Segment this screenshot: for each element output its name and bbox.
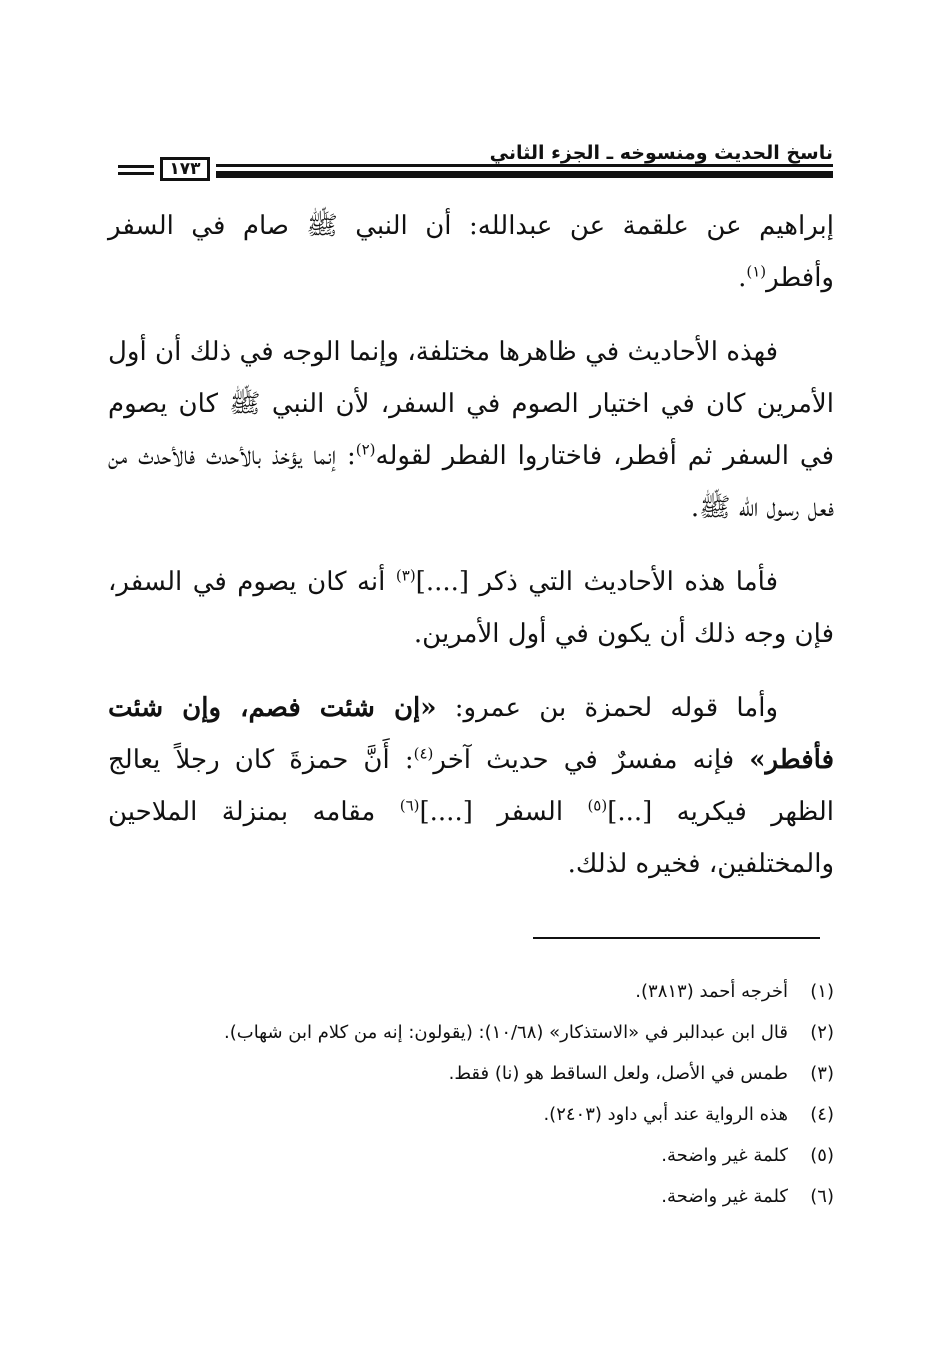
header-rule-left-bottom xyxy=(118,172,154,175)
paragraph-3-text-a: فأما هذه الأحاديث التي ذكر [....] xyxy=(415,567,778,597)
footnote xyxy=(108,1016,834,1050)
paragraph-2-text-a: فهذه الأحاديث في ظاهرها مختلفة، وإنما الوجه في ذلك أن أول الأمرين كان في اختيار الصوم في السفر، لأن النبي ﷺ كان يصوم في السفر ثم أفطر، فاختاروا الفطر لقوله xyxy=(108,337,834,471)
footnote-text: أخرجه أحمد (٣٨١٣). xyxy=(635,981,788,1002)
footnote-text: كلمة غير واضحة. xyxy=(661,1186,788,1207)
paragraph-4 xyxy=(108,682,834,890)
paragraph-1 xyxy=(108,200,834,304)
page-number: ١٧٣ xyxy=(160,157,210,181)
paragraph-2-text-b: : إنما يؤخذ بالأحدث فالأحدث من فعل رسول الله ﷺ. xyxy=(108,441,834,523)
footnote-number: (١) xyxy=(810,981,834,1002)
footnote-ref-3: (٣) xyxy=(395,566,416,585)
footnote xyxy=(108,975,834,1009)
paragraph-4-text-d: السفر [....] xyxy=(419,797,588,827)
footnote-ref-5: (٥) xyxy=(587,796,608,815)
paragraph-1-text: إبراهيم عن علقمة عن عبدالله: أن النبي ﷺ صام في السفر وأفطر xyxy=(108,211,834,293)
footnote-ref-2: (٢) xyxy=(355,440,376,459)
footnote-number: (٢) xyxy=(810,1022,834,1043)
footnote-ref-6: (٦) xyxy=(399,796,420,815)
header-rule-thin xyxy=(216,164,833,167)
paragraph-1-end: . xyxy=(738,263,747,293)
footnotes xyxy=(108,975,834,1221)
footnote-text: طمس في الأصل، ولعل الساقط هو (نا) فقط. xyxy=(448,1063,788,1084)
footnote-ref-1: (١) xyxy=(746,262,767,281)
hadith-quote: «إن شئت فصم، وإن شئت فأفطر» xyxy=(108,693,834,775)
footnote-number: (٦) xyxy=(810,1186,834,1207)
footnote xyxy=(108,1057,834,1091)
paragraph-4-text-a: وأما قوله لحمزة بن عمرو: xyxy=(436,693,778,723)
footnote-text: قال ابن عبدالبر في «الاستذكار» (١٠/٦٨): (يقولون: إنه من كلام ابن شهاب). xyxy=(224,1022,788,1043)
footnote-text: كلمة غير واضحة. xyxy=(661,1145,788,1166)
footnote xyxy=(108,1098,834,1132)
footnote-text: هذه الرواية عند أبي داود (٢٤٠٣). xyxy=(543,1104,788,1125)
footnote-separator xyxy=(533,937,820,939)
paragraph-3 xyxy=(108,556,834,660)
footnote-number: (٣) xyxy=(810,1063,834,1084)
paragraph-4-text-e: مقامه بمنزلة الملاحين والمختلفين، فخيره لذلك. xyxy=(108,797,834,879)
paragraph-4-text-c: : أَنَّ حمزةَ كان رجلاً يعالج الظهر فيكريه [...] xyxy=(108,745,835,827)
footnote xyxy=(108,1180,834,1214)
footnote-ref-4: (٤) xyxy=(413,744,434,763)
paragraph-3-text-b: أنه كان يصوم في السفر، فإن وجه ذلك أن يكون في أول الأمرين. xyxy=(108,567,834,649)
paragraph-2 xyxy=(108,326,834,534)
paragraph-4-text-b: فإنه مفسرٌ في حديث آخر xyxy=(433,745,750,775)
footnote-number: (٤) xyxy=(810,1104,834,1125)
footnote-number: (٥) xyxy=(810,1145,834,1166)
book-title: ناسخ الحديث ومنسوخه ـ الجزء الثاني xyxy=(489,142,833,164)
footnote xyxy=(108,1139,834,1173)
header-rule-left-top xyxy=(118,165,154,168)
header-rule-thick xyxy=(216,171,833,178)
main-text xyxy=(108,200,834,890)
